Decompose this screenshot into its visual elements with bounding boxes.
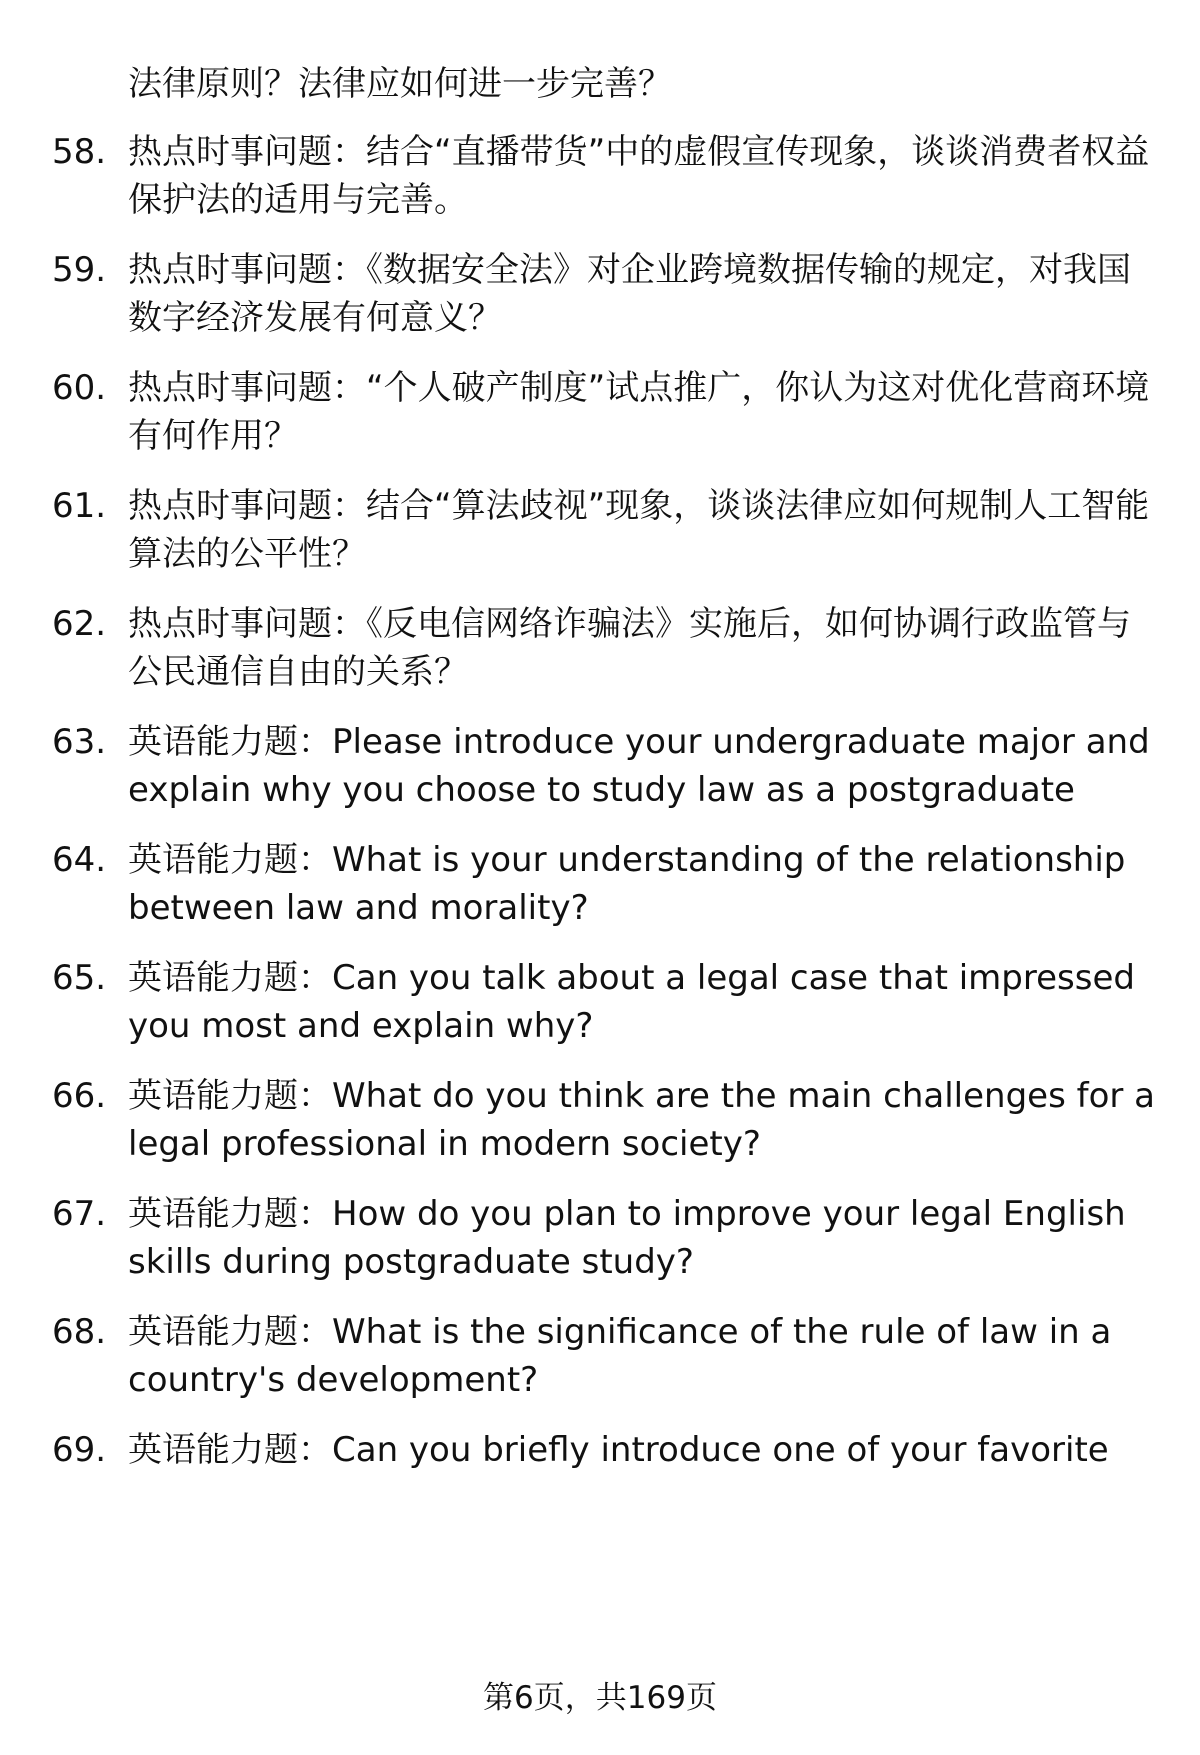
question-number: 68. bbox=[52, 1312, 107, 1352]
question-number: 59. bbox=[52, 250, 107, 290]
question-text: 英语能力题：What is your understanding of the relationship between law and morality? bbox=[128, 840, 1126, 928]
question-text: 英语能力题：Can you briefly introduce one of your favorite bbox=[128, 1430, 1109, 1470]
question-text: 热点时事问题：“个人破产制度”试点推广，你认为这对优化营商环境有何作用？ bbox=[128, 368, 1150, 456]
question-item-65 bbox=[52, 954, 1162, 1050]
question-item-59 bbox=[52, 246, 1162, 342]
question-number: 65. bbox=[52, 958, 107, 998]
question-number: 66. bbox=[52, 1076, 107, 1116]
question-item-64 bbox=[52, 836, 1162, 932]
question-number: 62. bbox=[52, 604, 107, 644]
question-text: 英语能力题：What is the significance of the rule of law in a country's development? bbox=[128, 1312, 1112, 1400]
question-number: 64. bbox=[52, 840, 107, 880]
question-number: 67. bbox=[52, 1194, 107, 1234]
question-text: 热点时事问题：《数据安全法》对企业跨境数据传输的规定，对我国数字经济发展有何意义？ bbox=[128, 250, 1131, 338]
question-text: 热点时事问题：结合“算法歧视”现象，谈谈法律应如何规制人工智能算法的公平性？ bbox=[128, 486, 1150, 574]
question-item-58 bbox=[52, 128, 1162, 224]
question-text: 英语能力题：Can you talk about a legal case that impressed you most and explain why? bbox=[128, 958, 1135, 1046]
question-item-67 bbox=[52, 1190, 1162, 1286]
question-item-69 bbox=[52, 1426, 1162, 1474]
question-item-60 bbox=[52, 364, 1162, 460]
question-item-62 bbox=[52, 600, 1162, 696]
question-item-63 bbox=[52, 718, 1162, 814]
question-number: 60. bbox=[52, 368, 107, 408]
continued-question-text: 法律原则？法律应如何进一步完善？ bbox=[128, 64, 672, 104]
question-number: 58. bbox=[52, 132, 107, 172]
question-text: 热点时事问题：《反电信网络诈骗法》实施后，如何协调行政监管与公民通信自由的关系？ bbox=[128, 604, 1131, 692]
question-number: 61. bbox=[52, 486, 107, 526]
question-text: 英语能力题：How do you plan to improve your legal English skills during postgraduate study? bbox=[128, 1194, 1126, 1282]
question-text: 热点时事问题：结合“直播带货”中的虚假宣传现象，谈谈消费者权益保护法的适用与完善。 bbox=[128, 132, 1150, 220]
page-footer: 第6页，共169页 bbox=[483, 1680, 717, 1716]
question-number: 69. bbox=[52, 1430, 107, 1470]
question-item-61 bbox=[52, 482, 1162, 578]
question-number: 63. bbox=[52, 722, 107, 762]
question-text: 英语能力题：Please introduce your undergraduate major and explain why you choose to study law as a postgraduate bbox=[128, 722, 1150, 810]
question-item-68 bbox=[52, 1308, 1162, 1404]
question-item-66 bbox=[52, 1072, 1162, 1168]
question-text: 英语能力题：What do you think are the main challenges for a legal professional in modern society? bbox=[128, 1076, 1155, 1164]
